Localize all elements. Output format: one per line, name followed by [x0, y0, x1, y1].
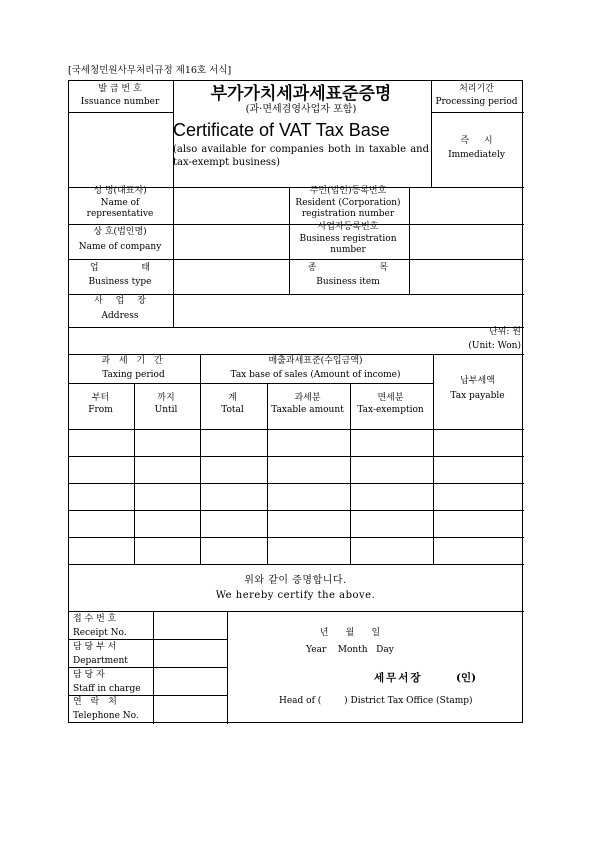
unit-label-ko: 단위: 원 [489, 327, 521, 337]
type-label-ko: 업 태 [89, 263, 151, 273]
from-label-ko: 부터 [91, 393, 110, 403]
item-label-ko: 종 목 [307, 263, 389, 273]
company-label-ko: 상 호(법인명) [93, 227, 147, 237]
item-label-en: Business item [316, 277, 380, 287]
resident-label-ko: 주민(법인)등록번호 [309, 186, 387, 196]
period-label-en: Taxing period [102, 370, 165, 380]
rep-label-en2: representative [86, 209, 154, 219]
from-label-en: From [88, 405, 113, 415]
title-english: Certificate of VAT Tax Base [173, 120, 390, 140]
taxable-label-ko: 과세분 [294, 393, 321, 403]
title-korean: 부가가치세과세표준증명 [210, 84, 392, 104]
address-label-ko: 사 업 장 [94, 296, 146, 306]
receipt-label-en: Receipt No. [73, 628, 127, 638]
taxable-label-en: Taxable amount [271, 405, 344, 415]
certify-text-ko: 위와 같이 증명합니다. [244, 575, 347, 586]
dept-label-en: Department [73, 656, 128, 666]
date-label-en: Year Month Day [306, 645, 394, 655]
head-label-en: Head of ( ) District Tax Office (Stamp) [279, 696, 473, 706]
processing-label-ko: 처리기간 [459, 84, 494, 94]
head-label-ko: 세무서장 [374, 672, 423, 684]
tel-label-en: Telephone No. [73, 711, 139, 721]
address-label-en: Address [101, 311, 139, 321]
payable-label-en: Tax payable [450, 391, 505, 401]
issuance-label-ko: 발 급 번 호 [98, 84, 142, 94]
total-label-en: Total [221, 405, 244, 415]
rep-label-ko: 성 명(대표자) [93, 186, 147, 196]
bizreg-label-en1: Business registration [299, 234, 397, 244]
exempt-label-ko: 면세분 [377, 393, 404, 403]
processing-value-en: Immediately [448, 150, 505, 160]
issuance-label-en: Issuance number [80, 97, 160, 107]
resident-label-en2: registration number [301, 209, 395, 219]
company-label-en: Name of company [78, 242, 162, 252]
bizreg-label-ko: 사업자등록번호 [317, 222, 379, 232]
processing-value-ko: 즉 시 [460, 136, 493, 146]
title-english-sub: (also available for companies both in taxable and tax-exempt business) [173, 144, 429, 168]
receipt-label-ko: 접 수 번 호 [73, 614, 117, 624]
processing-label-en: Processing period [435, 97, 518, 107]
bizreg-label-en2: number [330, 245, 366, 255]
unit-label-en: (Unit: Won) [468, 341, 521, 351]
base-label-en: Tax base of sales (Amount of income) [230, 370, 401, 380]
total-label-ko: 계 [228, 393, 237, 403]
form-header: [국세청민원사무처리규정 제16호 서식] [68, 65, 232, 76]
resident-label-en1: Resident (Corporation) [295, 198, 401, 208]
exempt-label-en: Tax-exemption [357, 405, 424, 415]
date-label-ko: 년 월 일 [319, 628, 381, 638]
certify-text-en: We hereby certify the above. [215, 590, 376, 601]
base-label-ko: 매출과세표준(수입금액) [268, 356, 363, 366]
type-label-en: Business type [88, 277, 152, 287]
tel-label-ko: 연 락 처 [73, 697, 117, 707]
period-label-ko: 과 세 기 간 [101, 356, 166, 366]
until-label-en: Until [154, 405, 178, 415]
title-korean-sub: (과·면세겸영사업자 포함) [245, 104, 357, 115]
dept-label-ko: 담 당 부 서 [73, 642, 117, 652]
until-label-ko: 까지 [157, 393, 175, 403]
staff-label-ko: 담 당 자 [73, 670, 105, 680]
staff-label-en: Staff in charge [73, 684, 141, 694]
payable-label-ko: 납부세액 [460, 376, 495, 386]
rep-label-en1: Name of [100, 198, 140, 208]
stamp-label-ko: (인) [456, 672, 477, 684]
